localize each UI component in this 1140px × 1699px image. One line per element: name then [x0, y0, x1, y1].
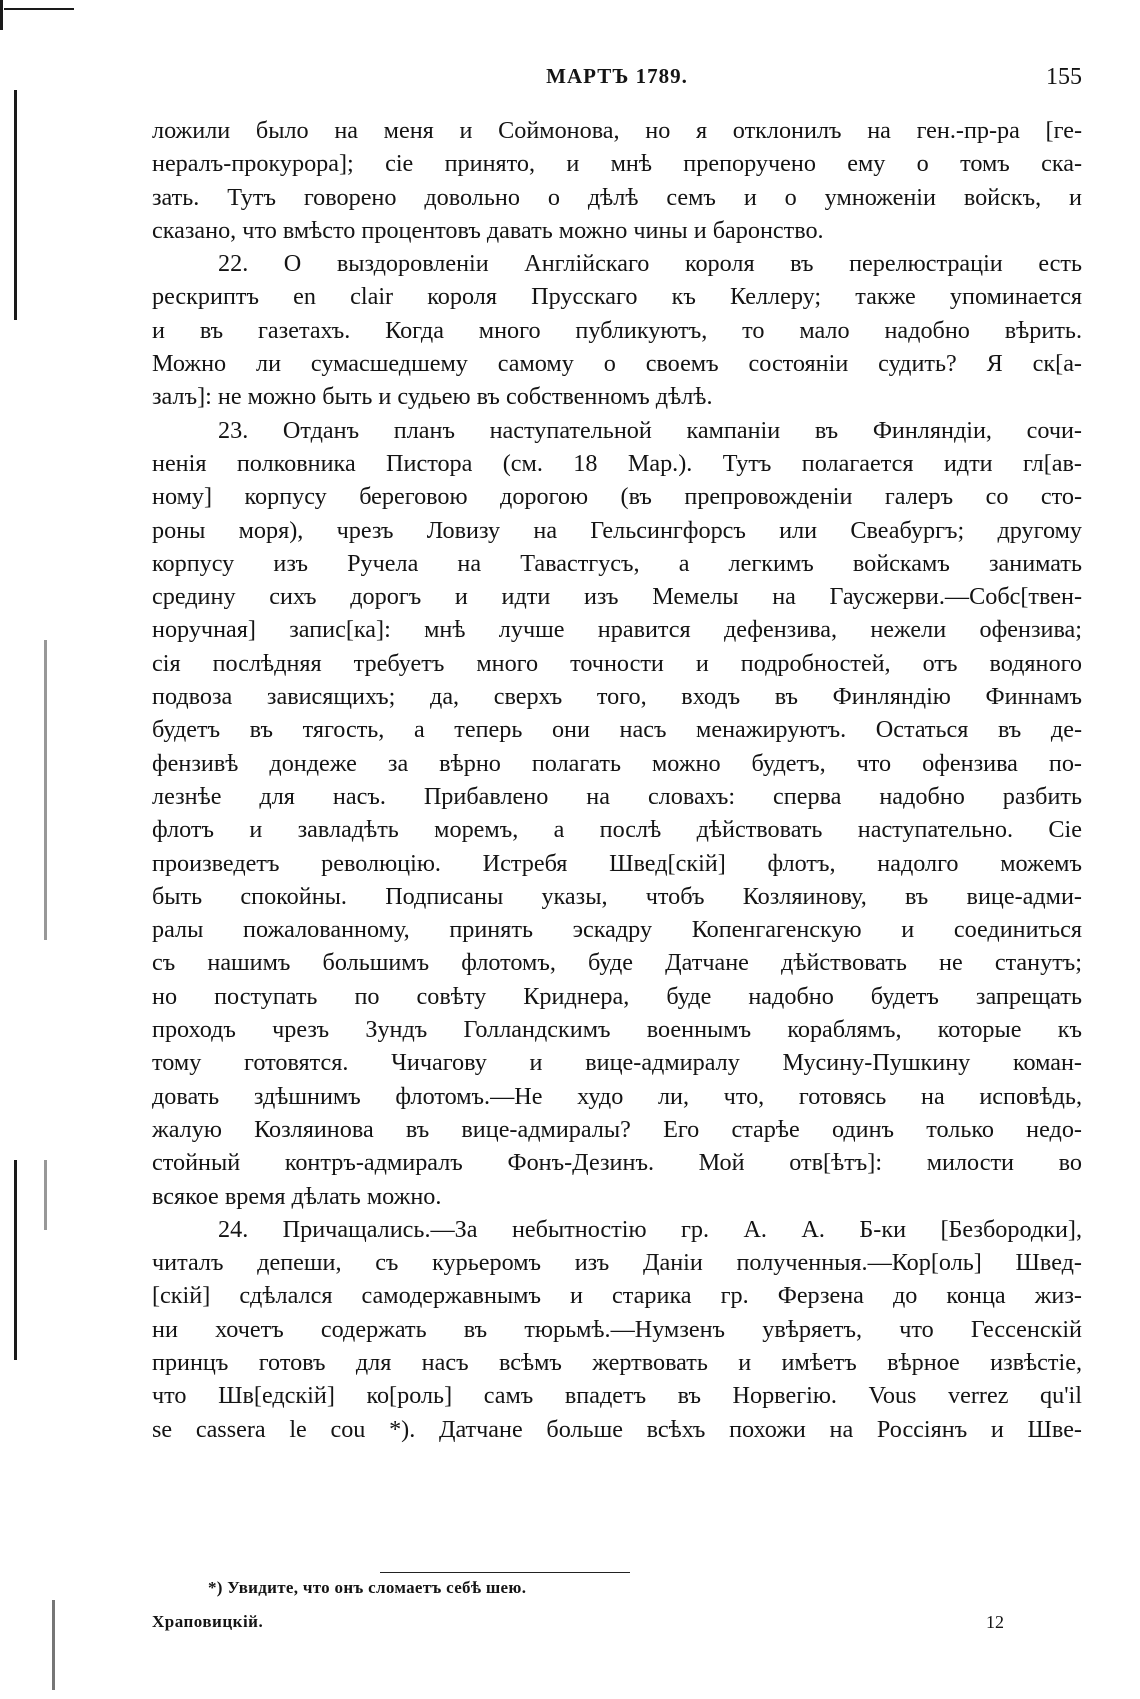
paragraph-23-start: 23. Отданъ планъ наступательной кампаніи въ Финляндіи, сочи-	[218, 416, 1082, 444]
text-line: всякое время дѣлать можно.	[152, 1182, 442, 1210]
text-line: Можно ли сумасшедшему самому о своемъ состояніи судить? Я ск[а-	[152, 350, 1082, 378]
text-line: залъ]: не можно быть и судьею въ собственномъ дѣлѣ.	[152, 383, 713, 411]
text-line: быть спокойны. Подписаны указы, чтобъ Козляинову, въ вице-адми-	[152, 882, 1082, 910]
text-line: жалую Козляинова въ вице-адмиралы? Его старѣе одинъ только недо-	[152, 1115, 1082, 1143]
running-title: МАРТЪ 1789.	[546, 64, 688, 88]
text-line: стойный контръ-адмиралъ Фонъ-Дезинъ. Мой отв[ѣтъ]: милости во	[152, 1149, 1082, 1177]
text-line: и въ газетахъ. Когда много публикуютъ, то мало надобно вѣрить.	[152, 316, 1082, 344]
text-line: ни хочетъ содержать въ тюрьмѣ.—Нумзенъ увѣряетъ, что Гессенскій	[152, 1315, 1082, 1343]
text-line: что Шв[едскій] ко[роль] самъ впадетъ въ Норвегію. Vous verrez qu'il	[152, 1382, 1082, 1410]
text-line: сказано, что вмѣсто процентовъ давать можно чины и баронство.	[152, 216, 824, 244]
sheet-number: 12	[986, 1612, 1004, 1632]
text-line: будетъ въ тягость, а теперь они насъ менажируютъ. Остаться въ де-	[152, 716, 1082, 744]
scan-edge-mark	[4, 8, 74, 10]
printer-signature: Храповицкій.	[152, 1612, 264, 1631]
text-line: ралы пожалованному, принять эскадру Копенгагенскую и соединиться	[152, 916, 1082, 944]
text-line: ложили было на меня и Соймонова, но я отклонилъ на ген.-пр-ра [ге-	[152, 117, 1082, 144]
scan-edge-mark	[14, 90, 17, 320]
text-line: проходъ чрезъ Зундъ Голландскимъ военнымъ кораблямъ, которые къ	[152, 1016, 1082, 1044]
text-line: зать. Тутъ говорено довольно о дѣлѣ семъ и о умноженіи войскъ, и	[152, 183, 1082, 211]
text-line: читалъ депеши, съ курьеромъ изъ Даніи полученныя.—Кор[оль] Швед-	[152, 1249, 1082, 1277]
text-line: фензивѣ дондеже за вѣрно полагать можно будетъ, что офензива по-	[152, 749, 1082, 777]
scan-edge-mark	[0, 0, 3, 30]
text-line: лезнѣе для насъ. Прибавлено на словахъ: сперва надобно разбить	[152, 782, 1082, 810]
text-line: флотъ и завладѣть моремъ, а послѣ дѣйствовать наступательно. Сіе	[152, 816, 1082, 844]
text-line: произведетъ революцію. Истребя Швед[скій] флотъ, надолго можемъ	[152, 849, 1082, 877]
text-line: съ нашимъ большимъ флотомъ, буде Датчане дѣйствовать не станутъ;	[152, 949, 1082, 977]
text-line: роны моря), чрезъ Ловизу на Гельсингфорсъ или Свеабургъ; другому	[152, 516, 1082, 544]
paragraph-24-start: 24. Причащались.—За небытностію гр. А. А. Б-ки [Безбородки],	[218, 1215, 1082, 1243]
page-number: 155	[1046, 64, 1082, 90]
text-line: тому готовятся. Чичагову и вице-адмиралу Мусину-Пушкину коман-	[152, 1049, 1082, 1077]
text-line: подвоза зависящихъ; да, сверхъ того, входъ въ Финляндію Финнамъ	[152, 683, 1082, 711]
text-line: ненія полковника Пистора (см. 18 Мар.). Тутъ полагается идти гл[ав-	[152, 449, 1082, 477]
text-line: норучная] запис[ка]: мнѣ лучше нравится дефензива, нежели офензива;	[152, 616, 1082, 644]
text-line: довать здѣшнимъ флотомъ.—Не худо ли, что, готовясь на исповѣдь,	[152, 1082, 1082, 1110]
footnote-divider	[380, 1572, 630, 1573]
scan-edge-mark	[14, 1160, 17, 1360]
scan-edge-mark	[44, 640, 47, 940]
text-line: [скій] сдѣлался самодержавнымъ и старика гр. Ферзена до конца жиз-	[152, 1282, 1082, 1310]
text-line: сія послѣдняя требуетъ много точности и подробностей, отъ водяного	[152, 649, 1082, 677]
text-line: корпусу изъ Ручела на Тавастгусъ, а легкимъ войскамъ занимать	[152, 549, 1082, 577]
text-line: рескриптъ en clair короля Прусскаго къ Келлеру; также упоминается	[152, 283, 1082, 311]
scan-edge-mark	[44, 1160, 47, 1230]
text-line: ному] корпусу береговою дорогою (въ препровожденіи галеръ со сто-	[152, 483, 1082, 511]
text-line: но поступать по совѣту Криднера, буде надобно будетъ запрещать	[152, 982, 1082, 1010]
body-text	[152, 114, 1082, 1446]
text-line: нералъ-прокурора]; сіе принято, и мнѣ препоручено ему о томъ ска-	[152, 150, 1082, 178]
text-line: se cassera le cou *). Датчане больше всѣхъ похожи на Россіянъ и Шве-	[152, 1415, 1082, 1443]
page-header	[152, 64, 1082, 98]
scan-edge-mark	[52, 1600, 55, 1690]
text-line: принцъ готовъ для насъ всѣмъ жертвовать и имѣетъ вѣрное извѣстіе,	[152, 1348, 1082, 1376]
text-line: средину сихъ дорогъ и идти изъ Мемелы на Гаусжерви.—Собс[твен-	[152, 583, 1082, 611]
footnote: *) Увидите, что онъ сломаетъ себѣ шею.	[208, 1578, 527, 1597]
paragraph-22-start: 22. О выздоровленіи Англійскаго короля въ перелюстраціи есть	[218, 250, 1082, 278]
